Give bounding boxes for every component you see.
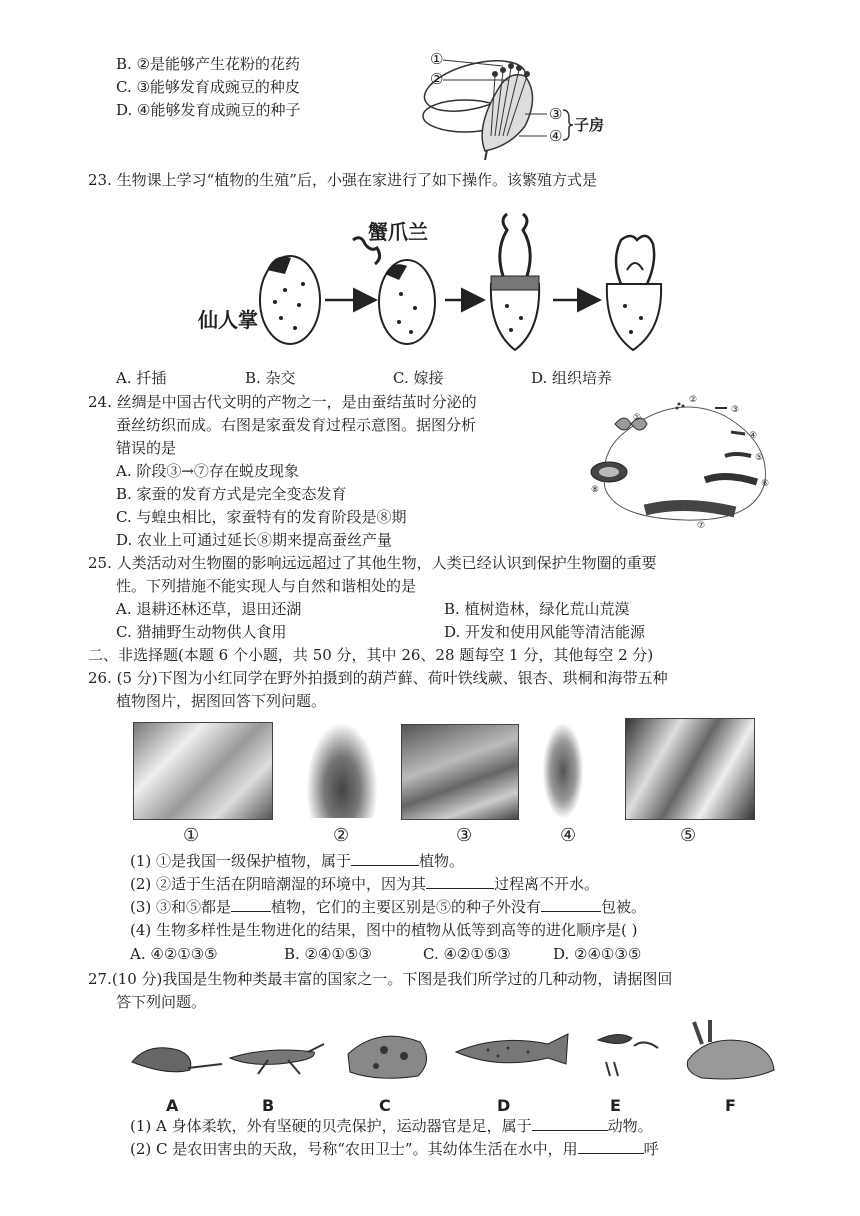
animals-figure [128, 1020, 783, 1090]
q26-blank-1[interactable] [351, 851, 419, 866]
silkworm-label-1: ① [633, 413, 642, 423]
q22-option-b: B. ②是能够产生花粉的花药 [116, 55, 301, 73]
silkworm-label-8: ⑧ [591, 485, 600, 495]
q26-option-a: A. ④②①③⑤ [130, 945, 218, 963]
q26-stem-line1: 26. (5 分)下图为小红同学在野外拍摄到的葫芦藓、荷叶铁线蕨、银杏、珙桐和海带五种 [88, 669, 668, 687]
silkworm-label-4: ④ [749, 431, 758, 441]
q25-stem-line1: 25. 人类活动对生物圈的影响远远超过了其他生物，人类已经认识到保护生物圈的重要 [88, 554, 657, 572]
q27-stem-line1: 27.(10 分)我国是生物种类最丰富的国家之一。下图是我们所学过的几种动物，请据图回 [88, 970, 673, 988]
silkworm-label-5: ⑤ [755, 453, 764, 463]
q25-option-d: D. 开发和使用风能等清洁能源 [444, 623, 646, 641]
animal-label-c: C [379, 1096, 391, 1115]
photo-label-5: ⑤ [680, 825, 697, 846]
q25-stem-line2: 性。下列措施不能实现人与自然和谐相处的是 [116, 577, 417, 595]
silkworm-label-2: ② [689, 395, 698, 405]
crab-cactus-label: 蟹爪兰 [368, 220, 428, 244]
q23-option-a: A. 扦插 [116, 369, 167, 387]
plant-photo-5 [625, 718, 755, 820]
animal-label-f: F [725, 1096, 736, 1115]
q26-blank-4[interactable] [541, 897, 601, 912]
cactus-label: 仙人掌 [198, 308, 258, 332]
silkworm-label-3: ③ [731, 405, 740, 415]
plant-photo-2 [306, 722, 378, 818]
pea-flower-figure [415, 46, 615, 162]
photo-label-1: ① [183, 825, 200, 846]
q25-option-a: A. 退耕还林还草，退田还湖 [116, 600, 302, 618]
plant-photo-3 [401, 724, 519, 820]
animal-label-e: E [610, 1096, 621, 1115]
animal-label-d: D [497, 1096, 511, 1115]
q26-option-d: D. ②④①③⑤ [553, 945, 642, 963]
flower-label-1: ① [430, 50, 444, 68]
q26-option-c: C. ④②①⑤③ [423, 945, 511, 963]
q24-stem-line3: 错误的是 [116, 439, 177, 457]
animal-label-b: B [262, 1096, 275, 1115]
q24-option-b: B. 家蚕的发育方式是完全变态发育 [116, 485, 347, 503]
silkworm-label-6: ⑥ [761, 479, 770, 489]
q24-option-c: C. 与蝗虫相比，家蚕特有的发育阶段是⑧期 [116, 508, 407, 526]
photo-label-2: ② [333, 825, 350, 846]
q26-option-b: B. ②④①⑤③ [284, 945, 372, 963]
grafting-figure [195, 210, 670, 365]
q26-sub3: (3) ③和⑤都是 植物，它们的主要区别是⑤的种子外没有 包被。 [130, 898, 647, 916]
q23-option-d: D. 组织培养 [531, 369, 613, 387]
section2-heading: 二、非选择题(本题 6 个小题，共 50 分，其中 26、28 题每空 1 分，其他每空 2 分) [88, 646, 654, 664]
q27-sub1: (1) A 身体柔软，外有坚硬的贝壳保护，运动器官是足，属于 动物。 [130, 1117, 653, 1135]
photo-label-4: ④ [560, 825, 577, 846]
q26-blank-2[interactable] [426, 874, 494, 889]
q26-stem-line2: 植物图片，据图回答下列问题。 [116, 692, 327, 710]
q27-blank-1[interactable] [532, 1116, 608, 1131]
animal-label-a: A [166, 1096, 179, 1115]
q23-option-c: C. 嫁接 [393, 369, 444, 387]
q26-blank-3[interactable] [231, 897, 271, 912]
silkworm-cycle-figure [585, 392, 780, 532]
plant-photo-4 [543, 724, 583, 818]
q24-option-a: A. 阶段③→⑦存在蜕皮现象 [116, 462, 299, 480]
q27-stem-line2: 答下列问题。 [116, 993, 207, 1011]
q26-sub4: (4) 生物多样性是生物进化的结果，图中的植物从低等到高等的进化顺序是( ) [130, 921, 638, 939]
photo-label-3: ③ [456, 825, 473, 846]
q27-sub2: (2) C 是农田害虫的天敌，号称“农田卫士”。其幼体生活在水中，用 呼 [130, 1140, 659, 1158]
q23-option-b: B. 杂交 [245, 369, 296, 387]
q25-option-b: B. 植树造林，绿化荒山荒漠 [444, 600, 630, 618]
q27-blank-2[interactable] [578, 1139, 644, 1154]
flower-ovary-label: 子房 [574, 116, 605, 134]
q25-option-c: C. 猎捕野生动物供人食用 [116, 623, 287, 641]
flower-label-4: ④ [549, 127, 563, 145]
flower-label-3: ③ [549, 105, 563, 123]
q22-option-d: D. ④能够发育成豌豆的种子 [116, 101, 301, 119]
q26-sub2: (2) ②适于生活在阴暗潮湿的环境中，因为其 过程离不开水。 [130, 875, 600, 893]
flower-label-2: ② [430, 70, 444, 88]
q24-stem-line2: 蚕丝纺织而成。右图是家蚕发育过程示意图。据图分析 [116, 416, 477, 434]
q26-sub1: (1) ①是我国一级保护植物，属于 植物。 [130, 852, 465, 870]
plant-photo-1 [133, 722, 273, 820]
q22-option-c: C. ③能够发育成豌豆的种皮 [116, 78, 300, 96]
q24-stem-line1: 24. 丝绸是中国古代文明的产物之一，是由蚕结茧时分泌的 [88, 393, 477, 411]
q23-stem: 23. 生物课上学习“植物的生殖”后，小强在家进行了如下操作。该繁殖方式是 [88, 171, 597, 189]
silkworm-label-7: ⑦ [697, 521, 706, 531]
q24-option-d: D. 农业上可通过延长⑧期来提高蚕丝产量 [116, 531, 393, 549]
